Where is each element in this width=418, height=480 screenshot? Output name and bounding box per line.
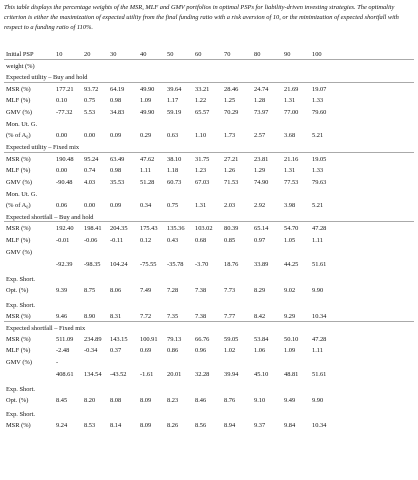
table-cell: -3.70 — [195, 261, 209, 268]
table-cell: 1.11 — [312, 237, 323, 244]
table-cell: 9.46 — [56, 313, 68, 320]
table-cell: 1.09 — [140, 97, 152, 104]
table-cell: 9.37 — [254, 422, 266, 429]
table-cell: 1.11 — [312, 347, 323, 354]
section-heading — [0, 143, 418, 153]
table-cell: 60.73 — [167, 179, 182, 186]
row-label: MSR (%) — [6, 156, 31, 163]
table-cell: 0.85 — [224, 237, 236, 244]
table-cell: 0.98 — [110, 97, 122, 104]
table-cell: 5.21 — [312, 202, 324, 209]
table-cell: 38.10 — [167, 156, 182, 163]
row-label: Mon. Ut. G. — [6, 121, 38, 128]
table-cell: 65.14 — [254, 225, 269, 232]
table-cell: -0.06 — [84, 237, 98, 244]
table-cell: 28.46 — [224, 86, 239, 93]
table-cell: 63.49 — [110, 156, 125, 163]
table-cell: -0.11 — [110, 237, 124, 244]
table-cell: 95.24 — [84, 156, 99, 163]
table-cell: 0.00 — [84, 202, 96, 209]
table-cell: 143.15 — [110, 336, 128, 343]
table-cell: 7.73 — [224, 287, 236, 294]
column-header: 10 — [56, 51, 63, 58]
table-cell: 24.74 — [254, 86, 269, 93]
table-cell: 0.98 — [110, 167, 122, 174]
column-header: 30 — [110, 51, 117, 58]
table-cell: 234.89 — [84, 336, 102, 343]
table-cell: 175.43 — [140, 225, 158, 232]
row-label: Opt. (%) — [6, 397, 29, 404]
table-cell: -75.55 — [140, 261, 157, 268]
table-cell: 19.07 — [312, 86, 327, 93]
table-cell: 10.34 — [312, 422, 327, 429]
table-cell: 4.03 — [84, 179, 96, 186]
table-cell: 1.02 — [224, 347, 236, 354]
table-cell: 9.39 — [56, 287, 68, 294]
table-cell: -35.78 — [167, 261, 184, 268]
header-row — [0, 50, 418, 60]
table-cell: 54.70 — [284, 225, 299, 232]
table-cell: 0.68 — [195, 237, 207, 244]
table-row — [0, 236, 418, 246]
table-row — [0, 301, 418, 311]
table-cell: 64.19 — [110, 86, 125, 93]
section-label: Expected shortfall – Fixed mix — [6, 325, 86, 332]
table-cell: 1.31 — [195, 202, 207, 209]
table-row — [0, 155, 418, 165]
table-cell: 9.90 — [312, 287, 324, 294]
table-cell: 8.29 — [254, 287, 266, 294]
table-cell: 45.10 — [254, 371, 269, 378]
table-row — [0, 178, 418, 188]
table-cell: -92.39 — [56, 261, 73, 268]
row-label: MLF (%) — [6, 237, 31, 244]
table-cell: 77.00 — [284, 109, 299, 116]
table-cell: 50.10 — [284, 336, 299, 343]
table-row — [0, 358, 418, 368]
table-cell: 5.21 — [312, 132, 324, 139]
table-cell: 9.24 — [56, 422, 68, 429]
table-cell: 34.83 — [110, 109, 125, 116]
table-cell: 1.06 — [254, 347, 266, 354]
column-header: 90 — [284, 51, 291, 58]
table-cell: 1.26 — [224, 167, 236, 174]
table-cell: 0.97 — [254, 237, 266, 244]
column-header: 50 — [167, 51, 174, 58]
table-cell: 1.05 — [284, 237, 296, 244]
table-cell: 8.75 — [84, 287, 96, 294]
table-cell: 79.13 — [167, 336, 182, 343]
table-cell: -2.48 — [56, 347, 70, 354]
table-cell: 1.18 — [167, 167, 179, 174]
table-cell: 0.00 — [84, 132, 96, 139]
table-cell: 7.35 — [167, 313, 179, 320]
table-row — [0, 275, 418, 285]
table-cell: 0.37 — [110, 347, 122, 354]
table-cell: 192.40 — [56, 225, 74, 232]
row-label: (% of A₀) — [6, 202, 31, 209]
table-row — [0, 421, 418, 431]
table-cell: 8.46 — [195, 397, 207, 404]
table-row — [0, 120, 418, 130]
table-cell: 44.25 — [284, 261, 299, 268]
table-cell: 77.53 — [284, 179, 299, 186]
row-label: GMV (%) — [6, 109, 32, 116]
table-row — [0, 396, 418, 406]
table-cell: -90.48 — [56, 179, 73, 186]
table-cell: 0.34 — [140, 202, 152, 209]
table-cell: -0.01 — [56, 237, 70, 244]
table-row — [0, 335, 418, 345]
row-label: Exp. Short. — [6, 276, 35, 283]
table-cell: 1.33 — [312, 97, 324, 104]
table-cell: 0.43 — [167, 237, 179, 244]
table-cell: 67.03 — [195, 179, 210, 186]
table-cell: 0.75 — [84, 97, 96, 104]
table-cell: 8.56 — [195, 422, 207, 429]
table-cell: 51.61 — [312, 261, 327, 268]
row-label: (% of A₀) — [6, 132, 31, 139]
table-cell: 8.06 — [110, 287, 122, 294]
table-cell: 49.90 — [140, 109, 155, 116]
section-label: Expected shortfall – Buy and hold — [6, 214, 94, 221]
row-label: Exp. Short. — [6, 302, 35, 309]
row-label: GMV (%) — [6, 179, 32, 186]
table-cell: 177.21 — [56, 86, 74, 93]
table-cell: 0.69 — [140, 347, 152, 354]
table-cell: 79.63 — [312, 179, 327, 186]
table-cell: 511.09 — [56, 336, 74, 343]
table-cell: 35.53 — [110, 179, 125, 186]
table-row — [0, 224, 418, 234]
table-cell: 65.57 — [195, 109, 210, 116]
table-cell: 73.97 — [254, 109, 269, 116]
table-cell: 1.73 — [224, 132, 236, 139]
table-cell: 0.75 — [167, 202, 179, 209]
table-cell: 8.26 — [167, 422, 179, 429]
row-label: GMV (%) — [6, 359, 32, 366]
table-cell: 198.41 — [84, 225, 102, 232]
column-header: 100 — [312, 51, 322, 58]
table-cell: 2.03 — [224, 202, 236, 209]
table-cell: 51.61 — [312, 371, 327, 378]
table-cell: 190.48 — [56, 156, 74, 163]
table-cell: 0.63 — [167, 132, 179, 139]
table-row — [0, 248, 418, 258]
table-cell: 103.02 — [195, 225, 213, 232]
table-cell: 80.39 — [224, 225, 239, 232]
table-cell: 9.49 — [284, 397, 296, 404]
table-cell: 39.64 — [167, 86, 182, 93]
table-cell: 1.09 — [284, 347, 296, 354]
table-row — [0, 370, 418, 380]
table-cell: 3.68 — [284, 132, 296, 139]
table-cell: -98.35 — [84, 261, 101, 268]
table-cell: 1.17 — [167, 97, 179, 104]
column-header: 60 — [195, 51, 202, 58]
table-cell: 0.09 — [110, 132, 122, 139]
table-cell: 2.57 — [254, 132, 266, 139]
row-label: GMV (%) — [6, 249, 32, 256]
table-cell: 39.94 — [224, 371, 239, 378]
table-cell: 0.00 — [56, 132, 68, 139]
table-cell: -43.52 — [110, 371, 127, 378]
table-cell: 71.53 — [224, 179, 239, 186]
table-cell: 0.06 — [56, 202, 68, 209]
table-cell: 47.62 — [140, 156, 155, 163]
table-cell: 8.53 — [84, 422, 96, 429]
table-cell: 104.24 — [110, 261, 128, 268]
table-cell: 8.42 — [254, 313, 266, 320]
table-cell: 8.45 — [56, 397, 68, 404]
table-cell: 7.38 — [195, 313, 207, 320]
table-cell: 20.01 — [167, 371, 182, 378]
table-cell: 1.25 — [224, 97, 236, 104]
row-label: MSR (%) — [6, 313, 31, 320]
table-row — [0, 346, 418, 356]
table-cell: 1.22 — [195, 97, 207, 104]
table-cell: 51.28 — [140, 179, 155, 186]
table-cell: 135.36 — [167, 225, 185, 232]
column-header: 20 — [84, 51, 91, 58]
section-label: Expected utility – Fixed mix — [6, 144, 80, 151]
row-label: weight (%) — [6, 63, 35, 70]
table-cell: 0.09 — [110, 202, 122, 209]
row-label: MSR (%) — [6, 86, 31, 93]
table-cell: -77.32 — [56, 109, 73, 116]
table-cell: 7.38 — [195, 287, 207, 294]
table-cell: 66.76 — [195, 336, 210, 343]
table-cell: 7.28 — [167, 287, 179, 294]
table-row — [0, 385, 418, 395]
table-cell: 1.33 — [312, 167, 324, 174]
table-cell: -1.61 — [140, 371, 154, 378]
table-cell: 21.69 — [284, 86, 299, 93]
table-cell: 3.98 — [284, 202, 296, 209]
table-cell: 70.29 — [224, 109, 239, 116]
table-row — [0, 260, 418, 270]
row-label: MSR (%) — [6, 336, 31, 343]
table-row — [0, 190, 418, 200]
table-row — [0, 201, 418, 211]
table-cell: 19.05 — [312, 156, 327, 163]
table-cell: 1.23 — [195, 167, 207, 174]
table-cell: 7.72 — [140, 313, 152, 320]
table-row — [0, 85, 418, 95]
table-row — [0, 131, 418, 141]
table-cell: 9.84 — [284, 422, 296, 429]
row-label: Initial PSP — [6, 51, 34, 58]
row-label: MSR (%) — [6, 422, 31, 429]
table-cell: 7.49 — [140, 287, 152, 294]
column-header: 40 — [140, 51, 147, 58]
table-cell: 0.12 — [140, 237, 152, 244]
section-label: Expected utility – Buy and hold — [6, 74, 88, 81]
table-cell: 8.08 — [110, 397, 122, 404]
table-cell: 0.10 — [56, 97, 68, 104]
table-cell: 21.16 — [284, 156, 299, 163]
table-cell: 93.72 — [84, 86, 99, 93]
table-cell: 8.94 — [224, 422, 236, 429]
table-row — [0, 286, 418, 296]
table-cell: 8.14 — [110, 422, 122, 429]
table-cell: 8.31 — [110, 313, 122, 320]
table-cell: 74.90 — [254, 179, 269, 186]
table-cell: 47.28 — [312, 225, 327, 232]
table-cell: 0.29 — [140, 132, 152, 139]
table-cell: 0.86 — [167, 347, 179, 354]
table-cell: 9.02 — [284, 287, 296, 294]
table-cell: 59.19 — [167, 109, 182, 116]
table-row — [0, 96, 418, 106]
section-heading — [0, 73, 418, 83]
table-cell: 31.75 — [195, 156, 210, 163]
table-cell: 1.11 — [140, 167, 151, 174]
table-row — [0, 410, 418, 420]
table-row — [0, 312, 418, 322]
table-cell: 9.29 — [284, 313, 296, 320]
row-label: MLF (%) — [6, 97, 31, 104]
table-cell: 8.90 — [84, 313, 96, 320]
table-row — [0, 62, 418, 72]
table-cell: 18.76 — [224, 261, 239, 268]
table-cell: 1.10 — [195, 132, 207, 139]
table-row — [0, 108, 418, 118]
section-heading — [0, 324, 418, 334]
table-cell: 0.74 — [84, 167, 96, 174]
row-label: MSR (%) — [6, 225, 31, 232]
table-cell: 8.09 — [140, 422, 152, 429]
table-cell: 9.90 — [312, 397, 324, 404]
row-label: Mon. Ut. G. — [6, 191, 38, 198]
row-label: Opt. (%) — [6, 287, 29, 294]
table-cell: 33.21 — [195, 86, 210, 93]
column-header: 80 — [254, 51, 261, 58]
table-cell: 32.28 — [195, 371, 210, 378]
table-row — [0, 166, 418, 176]
table-cell: -0.34 — [84, 347, 98, 354]
row-label: MLF (%) — [6, 347, 31, 354]
table-cell: 53.84 — [254, 336, 269, 343]
table-cell: 48.81 — [284, 371, 299, 378]
section-heading — [0, 213, 418, 223]
table-cell: 204.35 — [110, 225, 128, 232]
row-label: Exp. Short. — [6, 411, 35, 418]
table-cell: 27.21 — [224, 156, 239, 163]
table-cell: 134.54 — [84, 371, 102, 378]
table-cell: - — [56, 359, 59, 366]
table-cell: 79.60 — [312, 109, 327, 116]
row-label: Exp. Short. — [6, 386, 35, 393]
table-caption: This table displays the percentage weights of the MSR, MLF and GMV portfolios in optimal PSPs for liability-driven investing strategies. The optimality criterion is either the maximization of expected utility from the final funding ratio with a risk aversion of 10, or the minimization of expected shortfall with respect to a funding ratio of 110%. — [4, 4, 399, 31]
column-header: 70 — [224, 51, 231, 58]
table-cell: 5.53 — [84, 109, 96, 116]
table-cell: 47.28 — [312, 336, 327, 343]
table-cell: 2.92 — [254, 202, 266, 209]
table-cell: 1.31 — [284, 167, 296, 174]
table-cell: 33.89 — [254, 261, 269, 268]
table-cell: 100.91 — [140, 336, 158, 343]
table-cell: 8.23 — [167, 397, 179, 404]
table-cell: 0.96 — [195, 347, 207, 354]
table-cell: 1.31 — [284, 97, 296, 104]
table-cell: 9.10 — [254, 397, 266, 404]
row-label: MLF (%) — [6, 167, 31, 174]
table-cell: 8.09 — [140, 397, 152, 404]
table-cell: 23.81 — [254, 156, 269, 163]
table-cell: 0.00 — [56, 167, 68, 174]
table-cell: 10.34 — [312, 313, 327, 320]
table-cell: 49.90 — [140, 86, 155, 93]
table-cell: 1.28 — [254, 97, 266, 104]
table-cell: 1.29 — [254, 167, 266, 174]
table-cell: 7.77 — [224, 313, 236, 320]
table-cell: 8.20 — [84, 397, 96, 404]
table-cell: 59.05 — [224, 336, 239, 343]
table-cell: 408.61 — [56, 371, 74, 378]
table-cell: 8.76 — [224, 397, 236, 404]
